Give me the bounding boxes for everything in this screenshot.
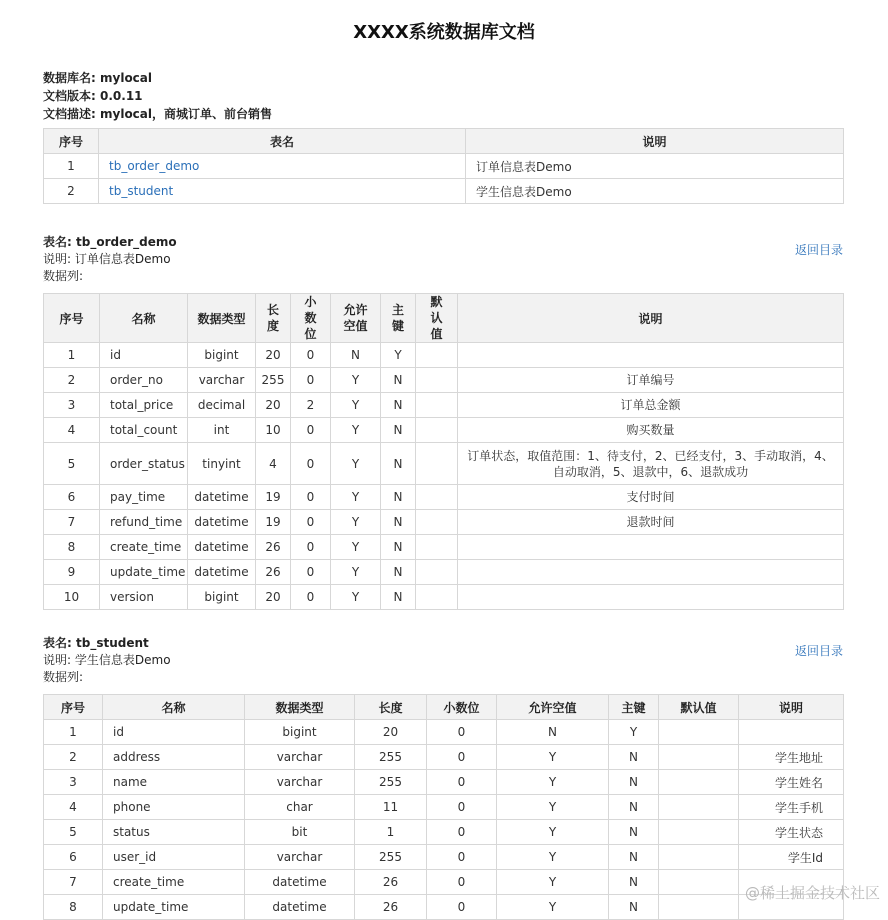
col-nullable: Y: [497, 795, 609, 820]
col-default: [659, 870, 739, 895]
db-name-row: [43, 69, 272, 87]
index-link-tb-student[interactable]: tb_student: [109, 184, 174, 198]
col-desc: [458, 585, 844, 610]
table-row: [44, 895, 844, 920]
desc-row: [43, 105, 272, 123]
order-header-default: 默认值: [416, 294, 458, 343]
db-name-value: mylocal: [100, 71, 153, 85]
col-name: id: [100, 343, 188, 368]
col-scale: 0: [427, 720, 497, 745]
table-row: [44, 720, 844, 745]
col-pk: N: [381, 535, 416, 560]
index-header-no: 序号: [44, 129, 99, 154]
col-pk: N: [609, 770, 659, 795]
back-to-toc-link[interactable]: 返回目录: [794, 243, 843, 257]
col-type: datetime: [188, 510, 256, 535]
col-default: [659, 820, 739, 845]
col-default: [659, 745, 739, 770]
col-default: [416, 343, 458, 368]
order-section-head: [43, 234, 177, 285]
order-desc-row: [43, 251, 177, 268]
col-scale: 0: [291, 585, 331, 610]
col-pk: N: [381, 368, 416, 393]
col-default: [416, 418, 458, 443]
col-default: [416, 535, 458, 560]
col-length: 11: [355, 795, 427, 820]
db-name-label: 数据库名:: [43, 71, 96, 85]
col-length: 26: [256, 535, 291, 560]
student-name: tb_student: [76, 636, 149, 650]
col-pk: N: [609, 820, 659, 845]
col-nullable: Y: [331, 485, 381, 510]
col-length: 255: [355, 745, 427, 770]
col-scale: 0: [427, 870, 497, 895]
col-type: varchar: [245, 845, 355, 870]
col-desc: 学生状态: [739, 820, 844, 845]
table-row: [44, 179, 844, 204]
col-desc: 订单编号: [458, 368, 844, 393]
table-row: [44, 870, 844, 895]
col-name: name: [103, 770, 245, 795]
col-name: version: [100, 585, 188, 610]
index-no: 1: [44, 154, 99, 179]
col-no: 3: [44, 393, 100, 418]
col-nullable: Y: [331, 535, 381, 560]
order-header-pk: 主键: [381, 294, 416, 343]
col-nullable: N: [497, 720, 609, 745]
col-name: order_no: [100, 368, 188, 393]
col-nullable: Y: [331, 443, 381, 485]
col-no: 2: [44, 745, 103, 770]
col-pk: N: [381, 485, 416, 510]
order-header-scale: 小数位: [291, 294, 331, 343]
col-default: [416, 560, 458, 585]
col-type: datetime: [245, 870, 355, 895]
table-row: [44, 560, 844, 585]
order-table-name-row: [43, 234, 177, 251]
order-header-desc: 说明: [458, 294, 844, 343]
col-nullable: Y: [497, 745, 609, 770]
col-type: tinyint: [188, 443, 256, 485]
col-length: 1: [355, 820, 427, 845]
col-name: total_price: [100, 393, 188, 418]
col-desc: 支付时间: [458, 485, 844, 510]
col-type: datetime: [188, 485, 256, 510]
col-default: [659, 895, 739, 920]
table-row: [44, 535, 844, 560]
col-scale: 0: [291, 485, 331, 510]
col-scale: 0: [291, 368, 331, 393]
col-nullable: Y: [497, 820, 609, 845]
col-length: 20: [256, 393, 291, 418]
student-desc: 学生信息表Demo: [74, 653, 171, 667]
col-type: varchar: [245, 745, 355, 770]
col-no: 2: [44, 368, 100, 393]
col-scale: 0: [427, 820, 497, 845]
col-name: create_time: [103, 870, 245, 895]
col-name: user_id: [103, 845, 245, 870]
student-columns-table: [43, 694, 844, 920]
col-pk: N: [381, 418, 416, 443]
col-name: refund_time: [100, 510, 188, 535]
col-scale: 0: [291, 443, 331, 485]
col-type: varchar: [188, 368, 256, 393]
col-length: 26: [256, 560, 291, 585]
student-desc-label: 说明:: [43, 653, 72, 667]
col-length: 20: [256, 343, 291, 368]
col-desc: 学生姓名: [739, 770, 844, 795]
col-type: varchar: [245, 770, 355, 795]
col-type: datetime: [188, 560, 256, 585]
student-section-head: [43, 635, 171, 686]
student-header-length: 长度: [355, 695, 427, 720]
student-table-name-row: [43, 635, 171, 652]
table-row: [44, 154, 844, 179]
table-row: [44, 510, 844, 535]
doc-meta: [43, 69, 272, 123]
col-scale: 0: [291, 343, 331, 368]
version-label: 文档版本:: [43, 89, 96, 103]
table-row: [44, 418, 844, 443]
col-length: 26: [355, 870, 427, 895]
index-no: 2: [44, 179, 99, 204]
col-type: bigint: [245, 720, 355, 745]
order-header-length: 长度: [256, 294, 291, 343]
table-row: [44, 485, 844, 510]
col-name: update_time: [100, 560, 188, 585]
col-name: create_time: [100, 535, 188, 560]
col-desc: 订单总金额: [458, 393, 844, 418]
col-type: bigint: [188, 343, 256, 368]
version-value: 0.0.11: [100, 89, 143, 103]
student-header-no: 序号: [44, 695, 103, 720]
table-row: [44, 393, 844, 418]
col-nullable: Y: [331, 393, 381, 418]
col-pk: N: [609, 845, 659, 870]
col-desc: 购买数量: [458, 418, 844, 443]
version-row: [43, 87, 272, 105]
col-length: 255: [355, 770, 427, 795]
col-scale: 0: [291, 510, 331, 535]
col-pk: N: [381, 510, 416, 535]
col-name: total_count: [100, 418, 188, 443]
order-name: tb_order_demo: [76, 235, 177, 249]
index-header-name: 表名: [99, 129, 466, 154]
table-row: [44, 795, 844, 820]
table-row: [44, 368, 844, 393]
col-type: decimal: [188, 393, 256, 418]
col-desc: 学生Id: [739, 845, 844, 870]
col-scale: 0: [427, 745, 497, 770]
col-nullable: N: [331, 343, 381, 368]
col-length: 255: [355, 845, 427, 870]
desc-label: 文档描述:: [43, 107, 96, 121]
table-row: [44, 820, 844, 845]
col-name: pay_time: [100, 485, 188, 510]
col-scale: 0: [291, 560, 331, 585]
order-columns-label: 数据列:: [43, 269, 84, 283]
student-header-nullable: 允许空值: [497, 695, 609, 720]
watermark: @稀土掘金技术社区: [744, 884, 880, 902]
col-name: phone: [103, 795, 245, 820]
col-desc: [458, 560, 844, 585]
col-pk: N: [381, 585, 416, 610]
col-length: 10: [256, 418, 291, 443]
col-length: 19: [256, 485, 291, 510]
col-desc: [739, 720, 844, 745]
col-no: 7: [44, 510, 100, 535]
col-default: [659, 720, 739, 745]
col-nullable: Y: [331, 585, 381, 610]
col-default: [416, 585, 458, 610]
col-length: 19: [256, 510, 291, 535]
col-scale: 0: [427, 770, 497, 795]
col-type: datetime: [245, 895, 355, 920]
order-header-type: 数据类型: [188, 294, 256, 343]
order-columns-table: [43, 293, 844, 610]
col-desc: 订单状态，取值范围：1、待支付，2、已经支付，3、手动取消，4、自动取消，5、退款中，6、退款成功: [458, 443, 844, 485]
col-no: 4: [44, 418, 100, 443]
student-header-pk: 主键: [609, 695, 659, 720]
col-type: char: [245, 795, 355, 820]
index-desc: 订单信息表Demo: [466, 154, 844, 179]
col-default: [659, 795, 739, 820]
col-no: 1: [44, 720, 103, 745]
col-no: 8: [44, 895, 103, 920]
student-columns-label: 数据列:: [43, 670, 84, 684]
student-header-desc: 说明: [739, 695, 844, 720]
col-nullable: Y: [497, 870, 609, 895]
col-pk: N: [609, 795, 659, 820]
col-nullable: Y: [331, 418, 381, 443]
col-pk: N: [609, 745, 659, 770]
col-type: bigint: [188, 585, 256, 610]
order-header-row: [44, 294, 844, 343]
col-scale: 0: [291, 535, 331, 560]
student-header-default: 默认值: [659, 695, 739, 720]
col-desc: 退款时间: [458, 510, 844, 535]
index-desc: 学生信息表Demo: [466, 179, 844, 204]
col-length: 255: [256, 368, 291, 393]
table-row: [44, 585, 844, 610]
order-header-no: 序号: [44, 294, 100, 343]
col-no: 5: [44, 820, 103, 845]
student-header-type: 数据类型: [245, 695, 355, 720]
col-pk: N: [381, 443, 416, 485]
col-scale: 0: [427, 895, 497, 920]
student-header-row: [44, 695, 844, 720]
col-no: 1: [44, 343, 100, 368]
col-type: bit: [245, 820, 355, 845]
col-length: 20: [256, 585, 291, 610]
col-type: int: [188, 418, 256, 443]
col-type: datetime: [188, 535, 256, 560]
col-scale: 0: [427, 845, 497, 870]
col-pk: Y: [381, 343, 416, 368]
index-header-row: [44, 129, 844, 154]
col-length: 26: [355, 895, 427, 920]
col-no: 3: [44, 770, 103, 795]
back-to-toc-link[interactable]: 返回目录: [794, 644, 843, 658]
table-row: [44, 343, 844, 368]
col-default: [416, 443, 458, 485]
col-nullable: Y: [497, 770, 609, 795]
col-no: 6: [44, 845, 103, 870]
col-name: status: [103, 820, 245, 845]
col-length: 4: [256, 443, 291, 485]
col-nullable: Y: [331, 560, 381, 585]
col-no: 6: [44, 485, 100, 510]
order-header-nullable: 允许空值: [331, 294, 381, 343]
col-default: [416, 393, 458, 418]
col-scale: 2: [291, 393, 331, 418]
col-no: 7: [44, 870, 103, 895]
col-desc: 学生手机: [739, 795, 844, 820]
col-nullable: Y: [497, 845, 609, 870]
index-link-tb-order-demo[interactable]: tb_order_demo: [109, 159, 200, 173]
col-pk: N: [381, 560, 416, 585]
col-name: order_status: [100, 443, 188, 485]
page-title: XXXX系统数据库文档: [353, 22, 535, 43]
col-default: [659, 770, 739, 795]
col-pk: N: [381, 393, 416, 418]
col-scale: 0: [291, 418, 331, 443]
index-header-desc: 说明: [466, 129, 844, 154]
col-desc: 学生地址: [739, 745, 844, 770]
student-name-label: 表名:: [43, 636, 72, 650]
table-row: [44, 443, 844, 485]
col-default: [659, 845, 739, 870]
col-scale: 0: [427, 795, 497, 820]
col-desc: [458, 343, 844, 368]
order-name-label: 表名:: [43, 235, 72, 249]
col-no: 10: [44, 585, 100, 610]
order-desc-label: 说明:: [43, 252, 72, 266]
col-nullable: Y: [497, 895, 609, 920]
col-name: update_time: [103, 895, 245, 920]
col-length: 20: [355, 720, 427, 745]
student-header-scale: 小数位: [427, 695, 497, 720]
col-pk: N: [609, 895, 659, 920]
col-pk: N: [609, 870, 659, 895]
col-default: [416, 368, 458, 393]
col-name: id: [103, 720, 245, 745]
table-row: [44, 745, 844, 770]
order-desc: 订单信息表Demo: [74, 252, 171, 266]
col-default: [416, 485, 458, 510]
col-no: 4: [44, 795, 103, 820]
table-row: [44, 770, 844, 795]
col-desc: [458, 535, 844, 560]
index-table: [43, 128, 844, 204]
col-no: 5: [44, 443, 100, 485]
col-pk: Y: [609, 720, 659, 745]
desc-value: mylocal，商城订单、前台销售: [100, 107, 273, 121]
col-nullable: Y: [331, 368, 381, 393]
col-no: 9: [44, 560, 100, 585]
order-header-name: 名称: [100, 294, 188, 343]
col-no: 8: [44, 535, 100, 560]
col-nullable: Y: [331, 510, 381, 535]
table-row: [44, 845, 844, 870]
student-header-name: 名称: [103, 695, 245, 720]
student-desc-row: [43, 652, 171, 669]
col-name: address: [103, 745, 245, 770]
col-default: [416, 510, 458, 535]
